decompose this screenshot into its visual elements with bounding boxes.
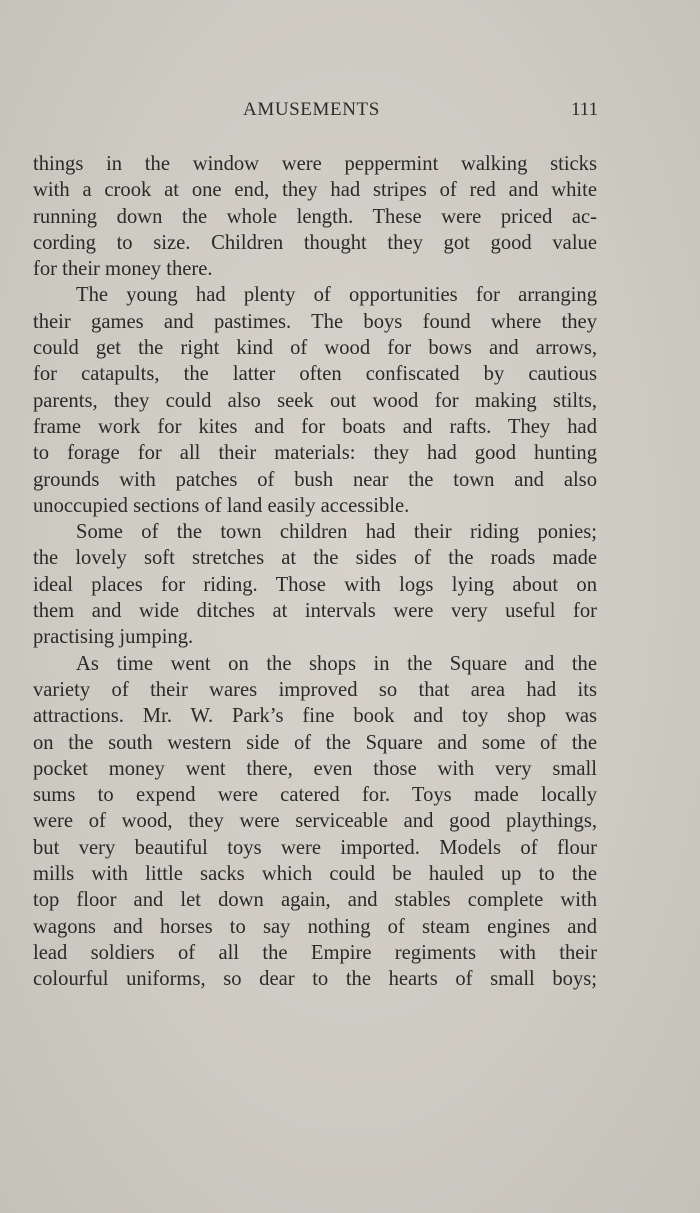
text-line: cording to size. Children thought they got good value (33, 231, 597, 254)
text-line: unoccupied sections of land easily accessible. (33, 494, 410, 517)
text-line: with a crook at one end, they had stripes of red and white (33, 179, 597, 202)
text-line: for catapults, the latter often confiscated by cautious (33, 363, 597, 386)
text-line: for their money there. (33, 258, 213, 281)
text-line: As time went on the shops in the Square and the (76, 652, 597, 675)
text-line: ideal places for riding. Those with logs lying about on (33, 573, 597, 596)
text-line: wagons and horses to say nothing of steam engines and (33, 915, 597, 938)
text-line: colourful uniforms, so dear to the hearts of small boys; (33, 968, 597, 991)
text-line: practising jumping. (33, 626, 194, 649)
text-line: were of wood, they were serviceable and good playthings, (33, 810, 597, 833)
text-line: their games and pastimes. The boys found where they (33, 310, 597, 333)
text-line: but very beautiful toys were imported. Models of flour (33, 836, 597, 859)
text-line: the lovely soft stretches at the sides of the roads made (33, 547, 597, 570)
text-line: them and wide ditches at intervals were very useful for (33, 600, 597, 623)
text-line: Some of the town children had their riding ponies; (76, 521, 597, 544)
text-line: top floor and let down again, and stables complete with (33, 889, 597, 912)
text-line: pocket money went there, even those with very small (33, 757, 597, 780)
text-line: lead soldiers of all the Empire regiments with their (33, 941, 597, 964)
text-line: mills with little sacks which could be hauled up to the (33, 863, 597, 886)
text-line: The young had plenty of opportunities for arranging (76, 284, 597, 307)
page-number: 111 (571, 99, 599, 120)
text-line: running down the whole length. These were priced ac- (33, 205, 597, 228)
text-line: parents, they could also seek out wood for making stilts, (33, 389, 597, 412)
text-line: variety of their wares improved so that area had its (33, 678, 597, 701)
text-line: sums to expend were catered for. Toys made locally (33, 784, 597, 807)
text-line: frame work for kites and for boats and rafts. They had (33, 415, 597, 438)
text-line: grounds with patches of bush near the town and also (33, 468, 597, 491)
text-line: could get the right kind of wood for bows and arrows, (33, 337, 597, 360)
body-text (33, 151, 597, 993)
text-line: to forage for all their materials: they had good hunting (33, 442, 597, 465)
running-head (0, 99, 700, 125)
chapter-title: AMUSEMENTS (243, 99, 380, 120)
text-line: on the south western side of the Square and some of the (33, 731, 597, 754)
text-line: things in the window were peppermint walking sticks (33, 153, 597, 175)
text-line: attractions. Mr. W. Park’s fine book and toy shop was (33, 705, 597, 728)
